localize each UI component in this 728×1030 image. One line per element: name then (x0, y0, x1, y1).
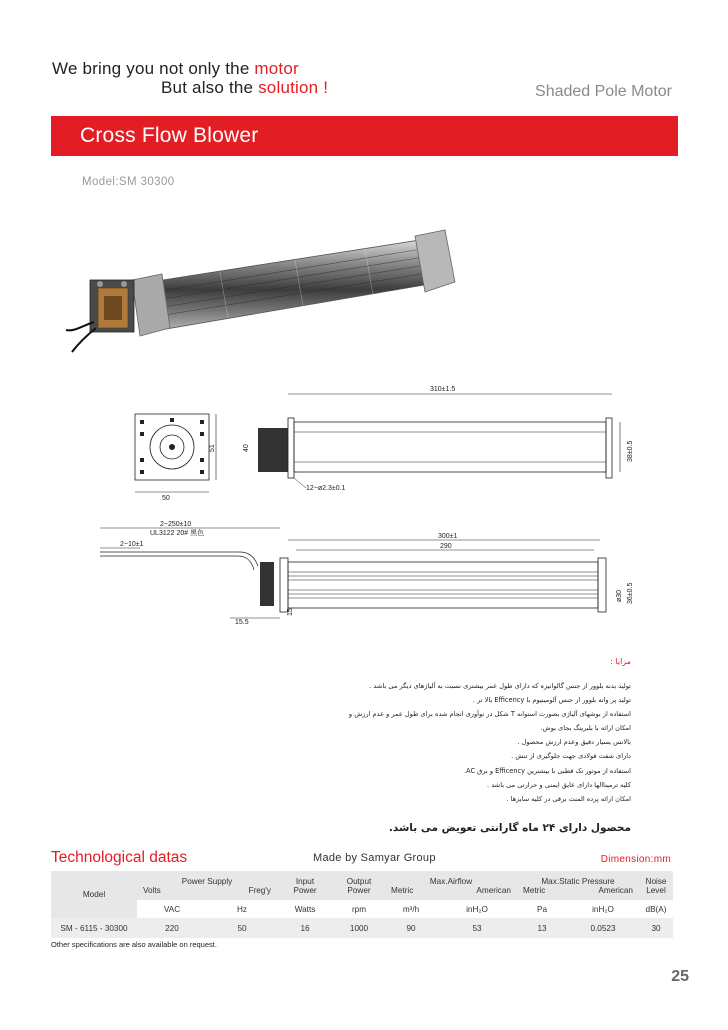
row-airflow-american: 53 (437, 918, 517, 938)
dim-end-height: 51 (209, 444, 216, 452)
dim-small: 15 (287, 608, 294, 616)
dim-bottom-outer: 300±1 (438, 533, 458, 540)
dim-holes: 12−ø2.3±0.1 (306, 485, 346, 492)
tagline-line-1 (52, 59, 299, 79)
row-volts: 220 (137, 918, 207, 938)
unit-cell: Hz (207, 900, 277, 918)
header-power-supply (137, 871, 277, 900)
row-noise: 30 (639, 918, 673, 938)
dim-shaft: 40 (243, 444, 250, 452)
dim-offset: 15.5 (235, 619, 249, 626)
header-static-american: American (598, 885, 633, 895)
header-input-power: Power (293, 885, 317, 895)
feature-item: استفاده از موتور تک قطبی با بیشترین Efficency و برق AC. (463, 766, 631, 775)
tagline-1-prefix: We bring you not only the (52, 59, 255, 78)
model-label: Model:SM 30300 (82, 176, 175, 188)
header-input (277, 871, 333, 900)
features-list (301, 679, 631, 806)
row-static-metric: 13 (517, 918, 567, 938)
product-photo (60, 222, 480, 362)
unit-cell: m³/h (385, 900, 437, 918)
header-airflow (385, 871, 517, 900)
row-freq: 50 (207, 918, 277, 938)
dimension-label: Dimension:mm (600, 854, 671, 865)
feature-item: استفاده از بوشهای آلیاژی بصورت استوانه T شکل در نوآوری انجام شده برای طول عمر و عدم ارزش و (348, 710, 631, 719)
header-static-sub (517, 886, 639, 895)
table-header-row (51, 871, 673, 900)
row-airflow-metric: 90 (385, 918, 437, 938)
tagline-2-highlight: solution ! (258, 78, 329, 97)
header-output-power: Power (347, 885, 371, 895)
dim-top-length: 310±1.5 (430, 386, 456, 393)
feature-item: کلیه ترمیناالها دارای عایق ایمنی و حرارتی می باشد . (487, 780, 631, 789)
header-output (333, 871, 385, 900)
header-static-label: Max.Static Pressure (541, 876, 615, 886)
dim-lead-2: 2−10±1 (120, 541, 144, 548)
features-title: مزایا : (610, 657, 631, 666)
row-static-american: 0.0523 (567, 918, 639, 938)
feature-item: بالانس بسیار دقیق وعدم ارزش محصول . (517, 738, 631, 747)
table-row (51, 918, 673, 938)
unit-cell: rpm (333, 900, 385, 918)
unit-cell: VAC (137, 900, 207, 918)
feature-item: امکان ارائه با بلبرینگ بجای بوش. (540, 724, 631, 733)
dim-height: 38±0.5 (627, 440, 634, 462)
tagline-2-prefix: But also the (161, 78, 259, 97)
header-power-supply-label: Power Supply (181, 876, 233, 886)
dim-bottom-inner: 290 (440, 543, 452, 550)
unit-cell: inH₂O (567, 900, 639, 918)
header-airflow-sub (385, 886, 517, 895)
header-output-label: Output (346, 876, 372, 886)
header-static (517, 871, 639, 900)
row-model: SM - 6115 - 30300 (51, 918, 137, 938)
title-banner (51, 116, 678, 156)
header-airflow-metric: Metric (391, 885, 414, 895)
header-airflow-label: Max.Airflow (429, 876, 473, 886)
feature-item: دارای شفت فولادی جهت جلوگیری از تنش . (511, 752, 631, 761)
header-airflow-american: American (476, 885, 511, 895)
header-noise-level: Level (646, 885, 666, 895)
tagline-1-highlight: motor (254, 59, 299, 78)
spec-table (51, 871, 673, 938)
header-freq: Freg'y (248, 885, 271, 895)
header-model: Model (51, 871, 137, 918)
unit-cell: dB(A) (639, 900, 673, 918)
dim-lead-1: 2−250±10 (160, 521, 192, 528)
table-units-row (51, 900, 673, 918)
technical-drawing (80, 380, 640, 640)
unit-cell: Pa (517, 900, 567, 918)
page-number: 25 (671, 968, 689, 985)
warranty-note: محصول دارای ۲۴ ماه گارانتی تعویض می باشد. (388, 822, 631, 834)
feature-item: امکان ارائه پرده المنت برقی در کلیه سایزها . (506, 794, 631, 803)
feature-item: تولید بدنه بلوور از جنس گالوانیزه که دارای طول عمر بیشتری نسبت به آلیاژهای دیگر می باشد . (369, 682, 631, 690)
feature-item: تولید پر وانه بلوور از جنس آلومینیوم با Efficency بالا تر . (472, 696, 631, 705)
made-by-label: Made by Samyar Group (313, 852, 436, 864)
header-volts: Volts (143, 885, 161, 895)
header-static-metric: Metric (523, 885, 546, 895)
spec-note: Other specifications are also available on request. (51, 940, 217, 949)
dim-bottom-height: 36±0.5 (627, 582, 634, 604)
header-noise-label: Noise (645, 876, 667, 886)
category-label: Shaded Pole Motor (535, 83, 672, 100)
dim-diameter: ø30 (616, 589, 623, 602)
header-power-supply-sub (137, 886, 277, 895)
unit-cell: inH₂O (437, 900, 517, 918)
row-output: 1000 (333, 918, 385, 938)
tagline-line-2 (161, 78, 328, 98)
unit-cell: Watts (277, 900, 333, 918)
tech-title: Technological datas (51, 849, 188, 866)
dim-end-width: 50 (162, 495, 170, 502)
row-input: 16 (277, 918, 333, 938)
dim-lead-spec: UL3122 20# 黑色 (150, 530, 205, 537)
banner-title: Cross Flow Blower (80, 124, 259, 147)
header-noise (639, 871, 673, 900)
header-input-label: Input (295, 876, 315, 886)
